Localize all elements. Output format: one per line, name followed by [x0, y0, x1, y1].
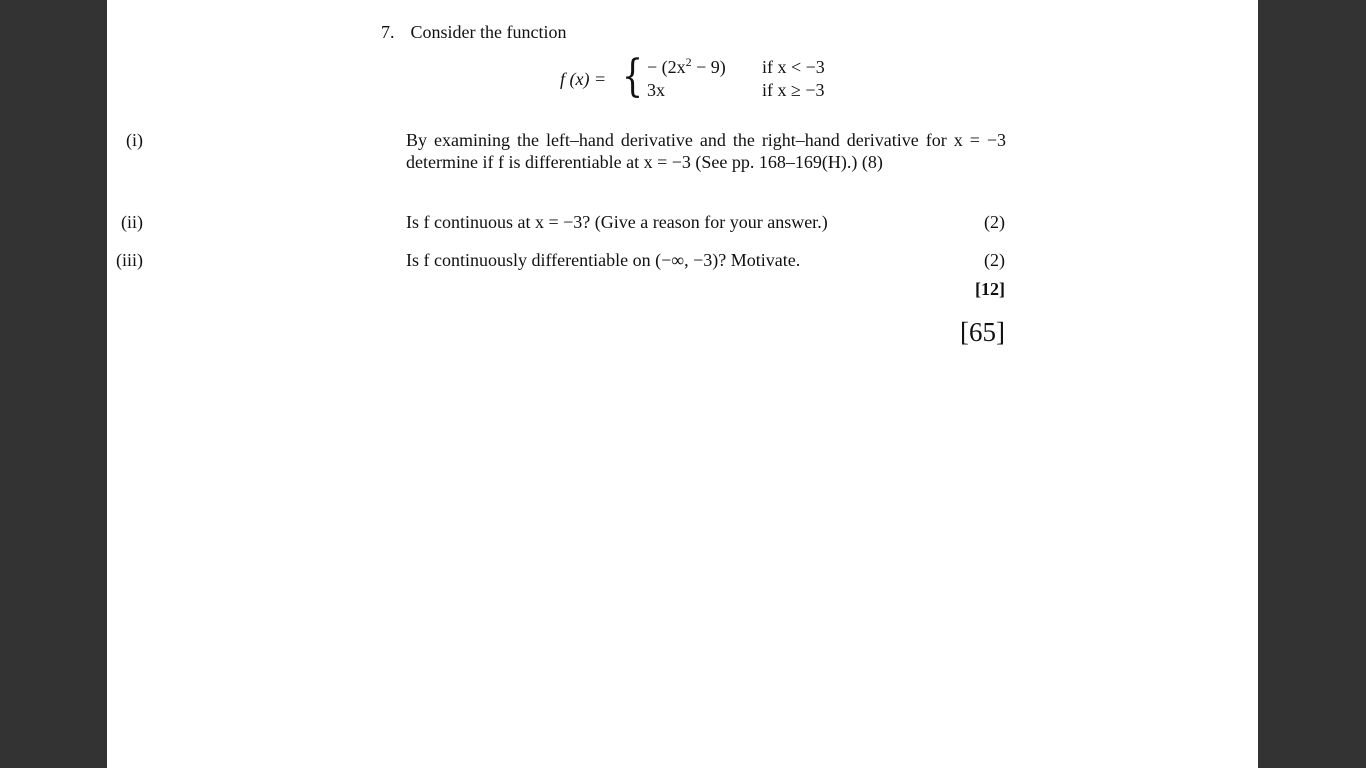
part-label: (i): [126, 130, 143, 150]
part-text: Is f continuous at x = −3? (Give a reason for your answer.): [406, 212, 828, 232]
part-label: (ii): [121, 212, 143, 232]
grand-total: [65]: [960, 317, 1005, 347]
part-i: [107, 129, 1005, 199]
question-number: 7.: [381, 22, 395, 42]
part-text: Is f continuously differentiable on (−∞, −3)? Motivate.: [406, 250, 801, 270]
part-ii: [107, 211, 1005, 235]
question-subtotal: [12]: [975, 279, 1005, 299]
part-iii: [107, 249, 1005, 273]
part-mark: (2): [984, 250, 1005, 270]
left-brace: {: [622, 51, 643, 102]
case1-expression: [647, 56, 726, 78]
part-label: (iii): [116, 250, 143, 270]
case1-condition: if x < −3: [762, 57, 825, 77]
case1-exponent: 2: [685, 55, 692, 69]
question-prompt: Consider the function: [410, 22, 567, 42]
question-header: [381, 20, 566, 44]
part-mark: (2): [984, 212, 1005, 232]
case1-expr-b: − 9): [691, 57, 726, 77]
document-page: [107, 0, 1258, 768]
part-text: By examining the left–hand derivative and the right–hand derivative for x = −3 determine if f is differentiable at x = −3 (See pp. 168–169(H).) (8): [406, 130, 1006, 172]
case1-expr-a: − (2x: [647, 57, 686, 77]
case2-expression: 3x: [647, 80, 665, 100]
case2-condition: if x ≥ −3: [762, 80, 825, 100]
function-lhs: f (x) =: [560, 69, 607, 89]
